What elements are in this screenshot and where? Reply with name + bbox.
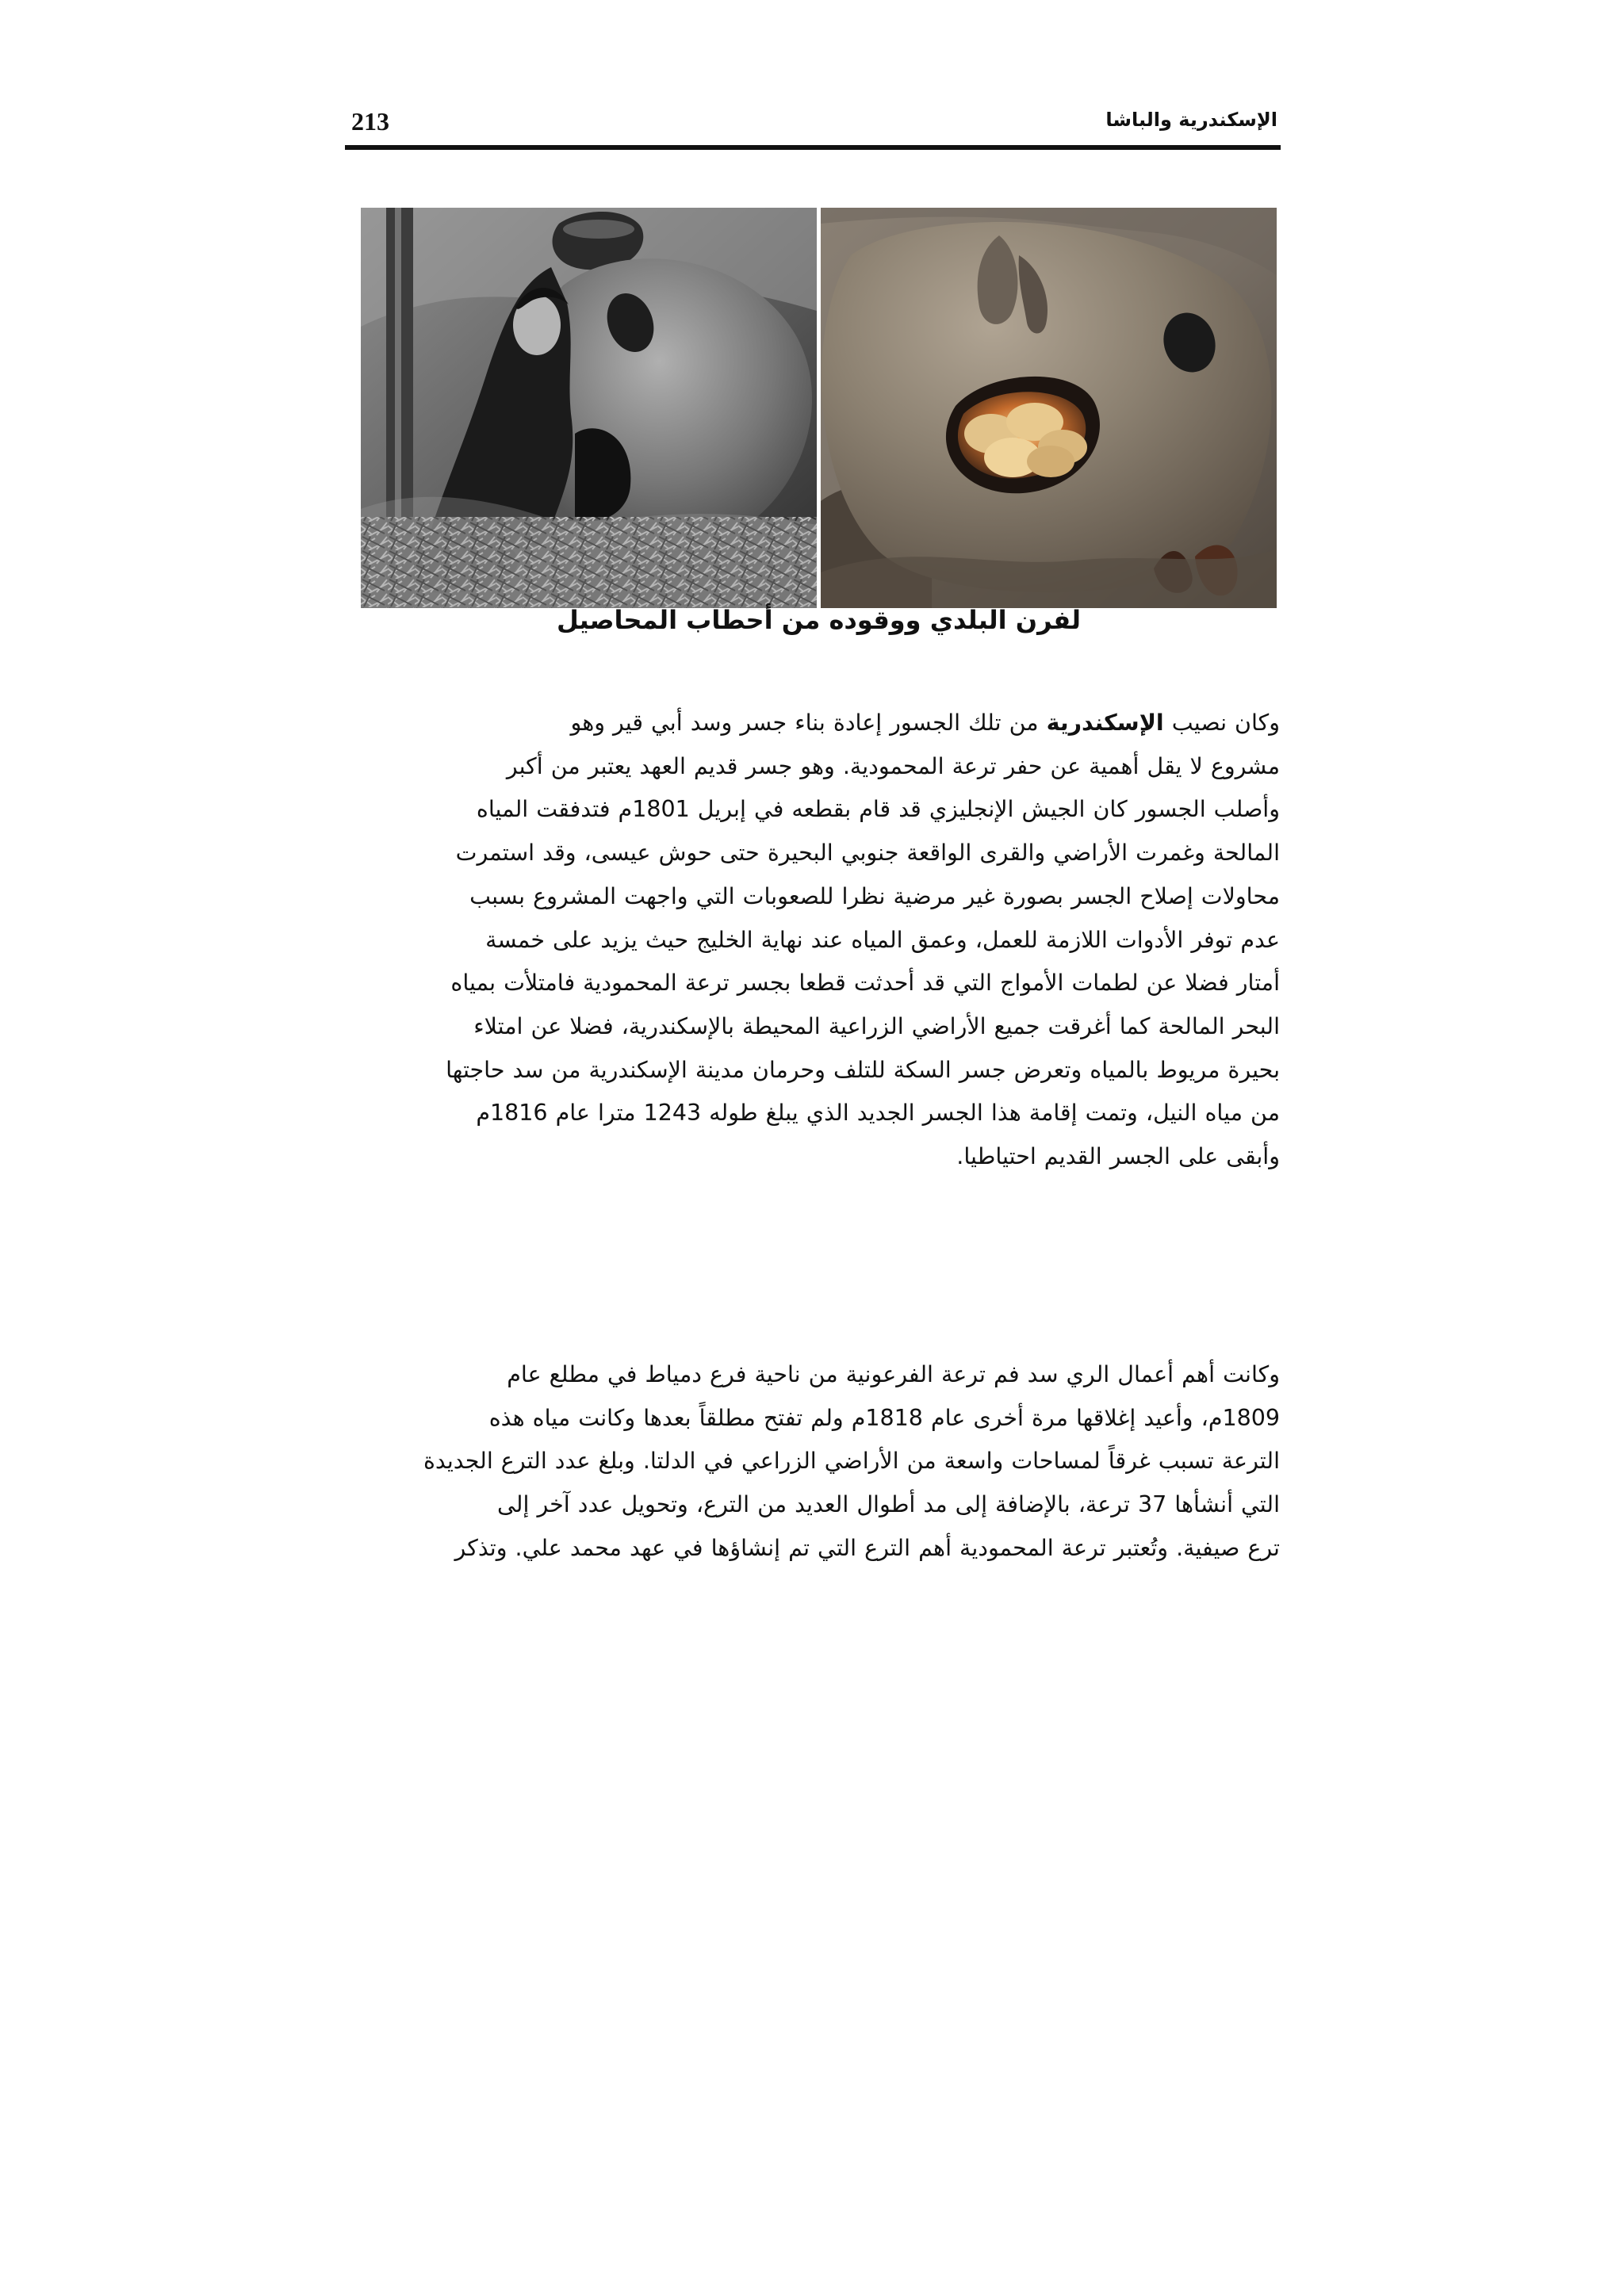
paragraph-2-line-3: الترعة تسبب غرقاً لمساحات واسعة من الأراضي الزراعي في الدلتا. وبلغ عدد الترع الجديدة (423, 1448, 1280, 1475)
page-number: 213 (351, 107, 389, 136)
paragraph-1-line-5: محاولات إصلاح الجسر بصورة غير مرضية نظرا للصعوبات التي واجهت المشروع بسبب (469, 882, 1280, 909)
paragraph-2-line-2: 1809م، وأعيد إغلاقها مرة أخرى عام 1818م ولم تفتح مطلقاً بعدها وكانت مياه هذه (488, 1404, 1280, 1431)
paragraph-2-line-5: ترع صيفية. وتُعتبر ترعة المحمودية أهم الترع التي تم إنشاؤها في عهد محمد علي. وتذكر (454, 1534, 1280, 1561)
paragraph-1-line-1-after-emphasis: من تلك الجسور إعادة بناء جسر وسد أبي قير وهو (570, 710, 1047, 736)
book-title: الإسكندرية والباشا (1105, 109, 1277, 131)
paragraph-1-line-1 (347, 702, 1280, 745)
paragraph-2-line-4: التي أنشأها 37 ترعة، بالإضافة إلى مد أطوال العديد من الترع، وتحويل عدد آخر إلى (497, 1491, 1280, 1518)
black-white-oven-image (361, 208, 817, 608)
paragraph-2 (347, 1353, 1280, 1571)
running-header (345, 99, 1281, 150)
oven-bread-photo (821, 208, 1277, 608)
paragraph-1-line-3: وأصلب الجسور كان الجيش الإنجليزي قد قام بقطعه في إبريل 1801م فتدفقت المياه (476, 796, 1280, 823)
paragraph-1-line-1-before-emphasis: وكان نصيب (1163, 710, 1280, 736)
paragraph-1-line-2: مشروع لا يقل أهمية عن حفر ترعة المحمودية. وهو جسر قديم العهد يعتبر من أكبر (506, 752, 1280, 779)
paragraph-1 (347, 702, 1280, 1179)
paragraph-1-line-8: البحر المالحة كما أغرقت جميع الأراضي الزراعية المحيطة بالإسكندرية، فضلا عن امتلاء (473, 1012, 1280, 1039)
paragraph-2-line-1: وكانت أهم أعمال الري سد فم ترعة الفرعونية من ناحية فرع دمياط في مطلع عام (507, 1361, 1280, 1387)
paragraph-1-line-4: المالحة وغمرت الأراضي والقرى الواقعة جنوبي البحيرة حتى حوش عيسى، وقد استمرت (455, 840, 1280, 867)
woman-stoking-oven-photo (361, 208, 817, 608)
clay-oven-bread-image (821, 208, 1277, 608)
figure-caption: لفرن البلدي ووقوده من أحطاب المحاصيل (556, 605, 1082, 635)
emphasized-city-name: الإسكندرية (1046, 710, 1164, 736)
paragraph-1-line-6: عدم توفر الأدوات اللازمة للعمل، وعمق المياه عند نهاية الخليج حيث يزيد على خمسة (485, 926, 1280, 953)
paragraph-1-line-10: من مياه النيل، وتمت إقامة هذا الجسر الجديد الذي يبلغ طوله 1243 مترا عام 1816م (476, 1100, 1280, 1127)
paragraph-1-line-7: أمتار فضلا عن لطمات الأمواج التي قد أحدثت قطعا بجسر ترعة المحمودية فامتلأت بمياه (450, 970, 1280, 997)
paragraph-1-line-9: بحيرة مريوط بالمياه وتعرض جسر السكة للتلف وحرمان مدينة الإسكندرية من سد حاجتها (446, 1056, 1280, 1083)
paragraph-1-line-11: وأبقى على الجسر القديم احتياطيا. (956, 1143, 1280, 1170)
oven-photo-figure (361, 208, 1277, 608)
